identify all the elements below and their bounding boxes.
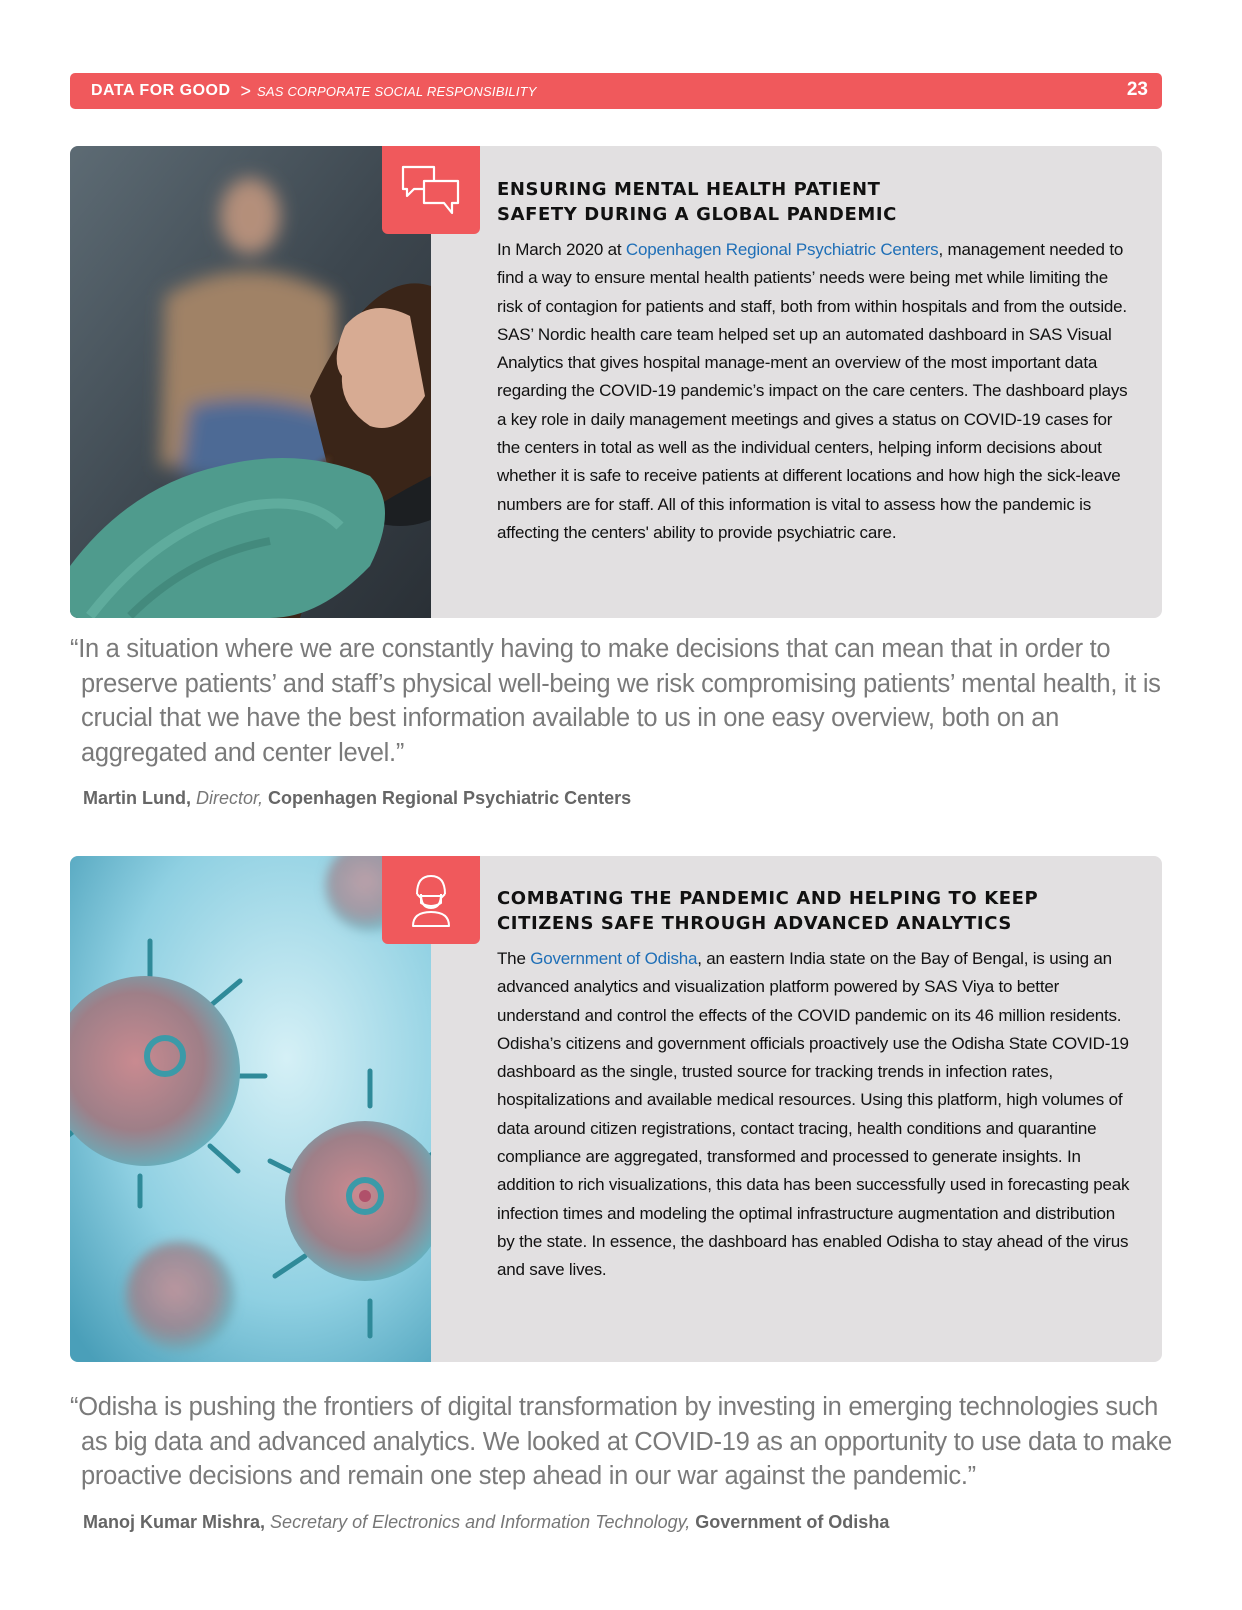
person-with-mask-icon bbox=[382, 856, 480, 944]
speech-bubbles-icon bbox=[382, 146, 480, 234]
quote-attribution bbox=[83, 1512, 889, 1533]
story-title-line-1: COMBATING THE PANDEMIC AND HELPING TO KEEP bbox=[497, 888, 1039, 909]
story-body-prefix: The bbox=[497, 949, 531, 968]
header-bar bbox=[70, 73, 1162, 109]
page-number: 23 bbox=[1126, 79, 1148, 100]
story-title-line-2: CITIZENS SAFE THROUGH ADVANCED ANALYTICS bbox=[497, 913, 1012, 934]
story-card-mental-health bbox=[70, 146, 1162, 618]
story-title bbox=[497, 886, 1038, 936]
testimonial-quote: “Odisha is pushing the frontiers of digital transformation by investing in emerging technologies such as big data and advanced analytics. We looked at COVID-19 as an opportunity to use data to make proactive decisions and remain one step ahead in our war against the pandemic.” bbox=[70, 1393, 1172, 1490]
speaker-organization: Copenhagen Regional Psychiatric Centers bbox=[268, 788, 632, 808]
speaker-name: Martin Lund, bbox=[83, 788, 191, 808]
story-body bbox=[497, 236, 1137, 547]
virus-illustration bbox=[70, 856, 431, 1362]
speaker-role: Secretary of Electronics and Information Technology, bbox=[270, 1512, 691, 1532]
speaker-organization: Government of Odisha bbox=[695, 1512, 890, 1532]
story-title bbox=[497, 177, 897, 227]
story-title-line-1: ENSURING MENTAL HEALTH PATIENT bbox=[497, 179, 881, 200]
story-body-text: , management needed to find a way to ensure mental health patients’ needs were being met while limiting the risk of contagion for patients and staff, both from within hospitals and from the outside. SAS’ Nordic health care team helped set up an automated dashboard in SAS Visual Analytics that gives hospital manage-ment an overview of the most important data regarding the COVID-19 pandemic’s impact on the care centers. The dashboard plays a key role in daily management meetings and gives a status on COVID-19 cases for the centers in total as well as the individual centers, helping inform decisions about whether it is safe to receive patients at different locations and how high the sick-leave numbers are for staff. All of this information is vital to assess how the pandemic is affecting the centers' ability to provide psychiatric care. bbox=[497, 240, 1128, 542]
story-title-line-2: SAFETY DURING A GLOBAL PANDEMIC bbox=[497, 204, 897, 225]
speaker-name: Manoj Kumar Mishra, bbox=[83, 1512, 266, 1532]
testimonial-quote: “In a situation where we are constantly having to make decisions that can mean that in order to preserve patients’ and staff’s physical well-being we risk compromising patients’ mental health, it is crucial that we have the best information available to us in one easy overview, both on an aggregated and center level.” bbox=[70, 635, 1161, 767]
story-body-text: , an eastern India state on the Bay of Bengal, is using an advanced analytics and visualization platform powered by SAS Viya to better understand and control the effects of the COVID pandemic on its 46 million residents. Odisha’s citizens and government officials proactively use the Odisha State COVID-19 dashboard as the single, trusted source for tracking trends in infection rates, hospitalizations and available medical resources. Using this platform, high volumes of data around citizen registrations, contact tracing, health conditions and quarantine compliance are aggregated, transformed and processed to generate insights. In addition to rich visualizations, this data has been successfully used in forecasting peak infection times and modeling the optimal infrastructure augmentation and distribution by the state. In essence, the dashboard has enabled Odisha to stay ahead of the virus and save lives. bbox=[497, 949, 1130, 1280]
speaker-role: Director, bbox=[196, 788, 264, 808]
patient-photo bbox=[70, 146, 431, 618]
section-title: DATA FOR GOOD bbox=[91, 82, 231, 99]
subsection-title: SAS CORPORATE SOCIAL RESPONSIBILITY bbox=[257, 83, 537, 99]
story-card-odisha bbox=[70, 856, 1162, 1362]
government-of-odisha-link[interactable]: Government of Odisha bbox=[530, 949, 698, 968]
copenhagen-centers-link[interactable]: Copenhagen Regional Psychiatric Centers bbox=[625, 240, 939, 259]
quote-attribution bbox=[83, 788, 631, 809]
story-body-prefix: In March 2020 at bbox=[497, 240, 626, 259]
story-body bbox=[497, 945, 1137, 1285]
breadcrumb-separator: > bbox=[240, 80, 252, 101]
